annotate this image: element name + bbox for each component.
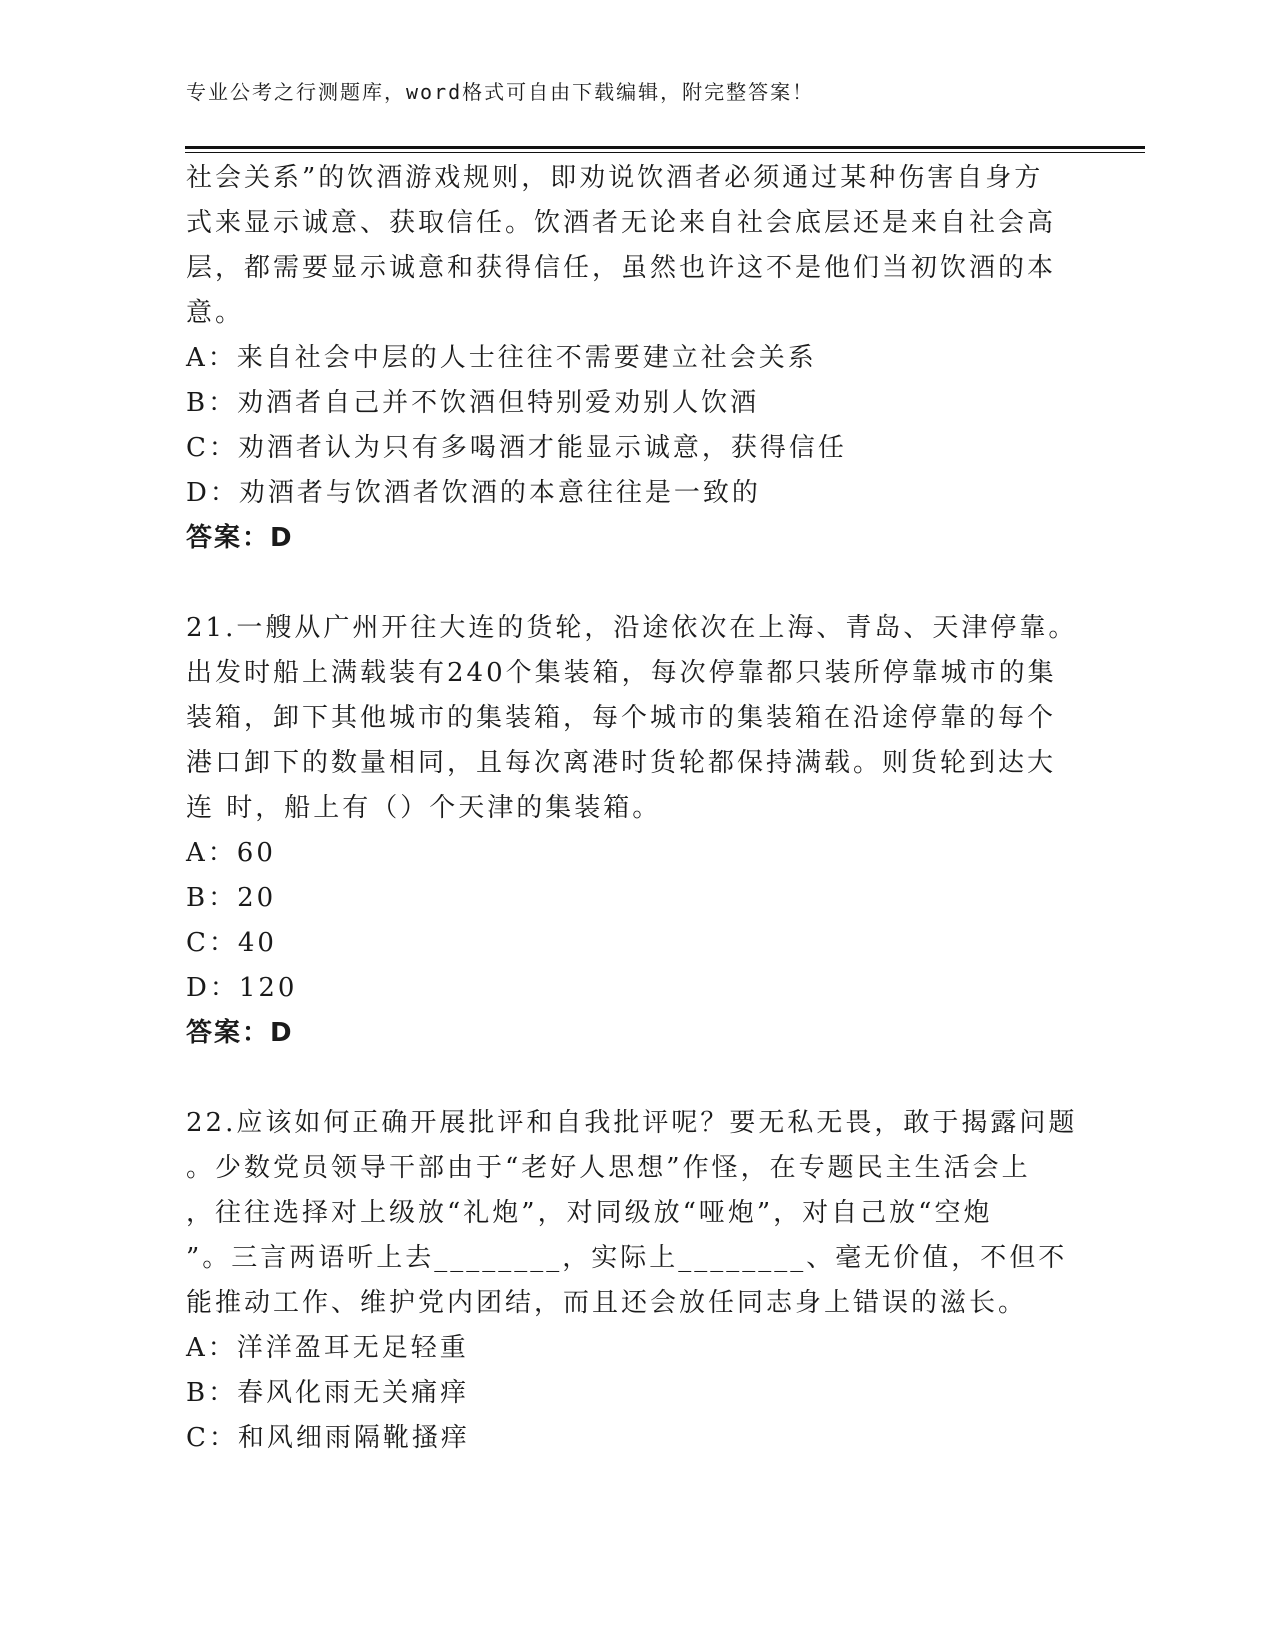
q20-answer: 答案：D bbox=[186, 523, 294, 553]
q20-stem-line: 社会关系”的饮酒游戏规则，即劝说饮酒者必须通过某种伤害自身方 bbox=[186, 163, 1044, 193]
q21-option-c: C：40 bbox=[186, 928, 277, 958]
q21-option-d: D：120 bbox=[186, 973, 298, 1003]
q21-stem-line: 港口卸下的数量相同，且每次离港时货轮都保持满载。则货轮到达大 bbox=[186, 748, 1057, 778]
q21-stem-line: 21.一艘从广州开往大连的货轮，沿途依次在上海、青岛、天津停靠。 bbox=[186, 613, 1078, 643]
q22-option-a: A：洋洋盈耳无足轻重 bbox=[186, 1333, 469, 1363]
q22-option-b: B：春风化雨无关痛痒 bbox=[186, 1378, 470, 1408]
q21-option-b: B：20 bbox=[186, 883, 277, 913]
q20-option-d: D：劝酒者与饮酒者饮酒的本意往往是一致的 bbox=[186, 478, 761, 508]
q20-stem-line: 意。 bbox=[186, 298, 245, 328]
q20-option-c: C：劝酒者认为只有多喝酒才能显示诚意，获得信任 bbox=[186, 433, 847, 463]
q22-stem-line: ”。三言两语听上去________，实际上________、毫无价值，不但不 bbox=[186, 1243, 1068, 1273]
q21-answer: 答案：D bbox=[186, 1018, 294, 1048]
question-22 bbox=[186, 1101, 1078, 1461]
q20-stem-line: 层，都需要显示诚意和获得信任，虽然也许这不是他们当初饮酒的本 bbox=[186, 253, 1057, 283]
header-rule-thick bbox=[185, 146, 1145, 149]
q22-stem-line: 22.应该如何正确开展批评和自我批评呢？要无私无畏，敢于揭露问题 bbox=[186, 1108, 1078, 1138]
question-20 bbox=[186, 156, 1066, 561]
q22-stem-line: 。少数党员领导干部由于“老好人思想”作怪，在专题民主生活会上 bbox=[186, 1153, 1031, 1183]
page-content bbox=[186, 156, 1078, 1461]
q22-stem-line: 能推动工作、维护党内团结，而且还会放任同志身上错误的滋长。 bbox=[186, 1288, 1028, 1318]
q22-stem-line: ，往往选择对上级放“礼炮”，对同级放“哑炮”，对自己放“空炮 bbox=[186, 1198, 993, 1228]
q21-stem-line: 装箱，卸下其他城市的集装箱，每个城市的集装箱在沿途停靠的每个 bbox=[186, 703, 1057, 733]
q21-stem-line: 连 时，船上有（）个天津的集装箱。 bbox=[186, 793, 662, 823]
page-header: 专业公考之行测题库，word格式可自由下载编辑，附完整答案！ bbox=[186, 80, 815, 104]
spacer bbox=[186, 1056, 1066, 1101]
q20-option-a: A：来自社会中层的人士往往不需要建立社会关系 bbox=[186, 343, 817, 373]
q20-stem-line: 式来显示诚意、获取信任。饮酒者无论来自社会底层还是来自社会高 bbox=[186, 208, 1057, 238]
header-rule-thin bbox=[185, 152, 1145, 153]
question-21 bbox=[186, 606, 1078, 1056]
q20-option-b: B：劝酒者自己并不饮酒但特别爱劝别人饮酒 bbox=[186, 388, 760, 418]
q21-stem-line: 出发时船上满载装有240个集装箱，每次停靠都只装所停靠城市的集 bbox=[186, 658, 1057, 688]
q21-option-a: A：60 bbox=[186, 838, 276, 868]
spacer bbox=[186, 561, 1066, 606]
q22-option-c: C：和风细雨隔靴搔痒 bbox=[186, 1423, 470, 1453]
